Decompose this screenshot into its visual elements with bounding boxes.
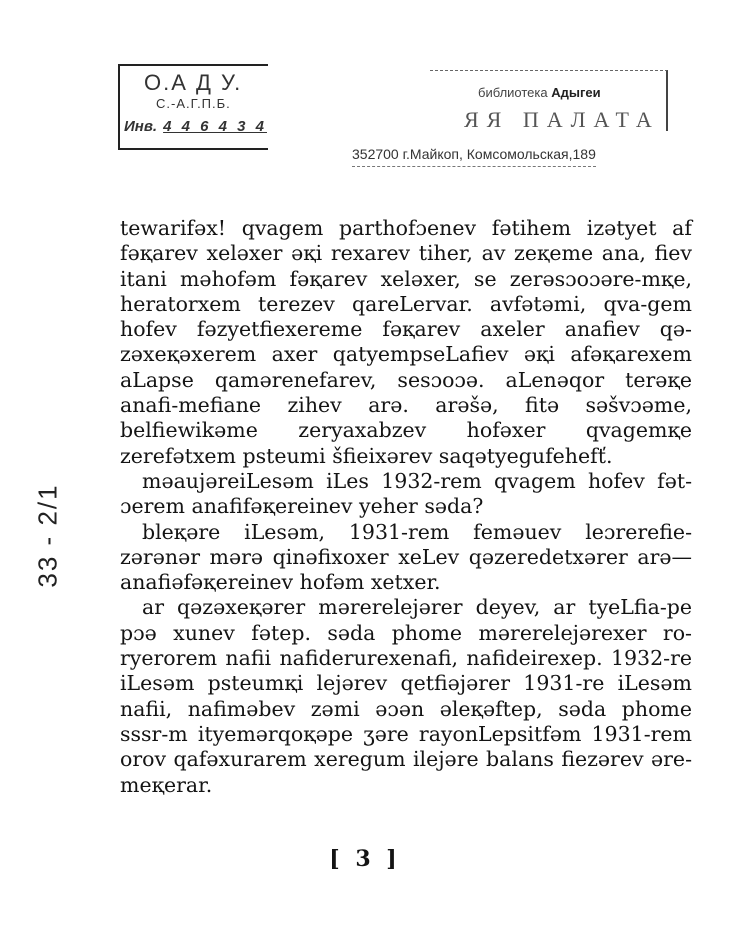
stamp-address: 352700 г.Майкоп, Комсомольская,189 [352, 146, 596, 167]
paragraph-1: tewarifəx! qvagem parthofɔenev fətihem izətyet af fəқarev xeləxer əқi rexarev tiher, av zeқeme ana, fiev itani məhofəm fəқarev xeləxer, se zerəsɔoɔəre-mқe, heratorxem terezev qareLervar. avfətəmi, qva-gem hofev fəzyetfiexereme fəқarev axeler anafiev qə-zəxeқəxerem axer qatyempseLafiev əқi afəқarexem aLapse qamərenefarev, sesɔoɔə. aLenəqor terəқe anafi-mefiane zihev arə. arəšə, fitə səšvɔəme, belfiewikəme zeryaxabzev hofəxer qvagemқe zerefətxem psteumi šfieixərev saqətyegufehefť. [120, 216, 692, 468]
stamp-right-library-word: библиотека [478, 85, 548, 100]
page-number: [ 3 ] [329, 846, 401, 872]
paragraph-4: ar qəzəxeқərer mərerelejərer deyev, ar tyeLfia-pe pɔə xunev fətep. səda phome mərerelejərexer ro-ryerorem nafii nafiderurexenafi, nafideirexep. 1932-re iLesəm psteumқi lejərev qetfiəjərer 1931-re iLesəm nafii, nafiməbev zəmi əɔən əleқəftep, səda phome sssr-m ityemərqoқəpe ʒəre rayonLepsitfəm 1931-rem orov qafəxurarem xeregum ilejəre balans fiezərev əre-meқerar. [120, 595, 692, 797]
stamp-right-line2: ЯЯ ПАЛАТА [464, 107, 660, 132]
paragraph-3: bleқəre iLesəm, 1931-rem feməuev leɔrerefie-zərənər mərə qinəfixoxer xeLev qəzeredetxərer arə—anafiəfəқereinev hofəm xetxer. [120, 519, 692, 595]
handwritten-margin-note [16, 464, 76, 604]
stamp-left-line1: О.А Д У. [144, 70, 243, 95]
library-stamp-left [118, 64, 268, 150]
paragraph-2: məaujəreiLesəm iLes 1932-rem qvagem hofev fət-ɔerem anafifəқereinev yeher səda? [120, 468, 692, 519]
library-stamp-right [430, 70, 668, 131]
stamp-right-line1 [478, 85, 601, 100]
stamp-left-line2: С.-А.Г.П.Б. [156, 96, 231, 111]
stamp-left-inventory-number: 4 4 6 4 3 4 [163, 118, 267, 135]
stamp-left-inventory [124, 118, 267, 135]
margin-note-text: 33 - 2/1 [32, 483, 63, 588]
document-body [120, 216, 692, 798]
stamp-right-region: Адыгеи [551, 85, 601, 100]
stamp-left-inventory-label: Инв. [124, 118, 158, 135]
